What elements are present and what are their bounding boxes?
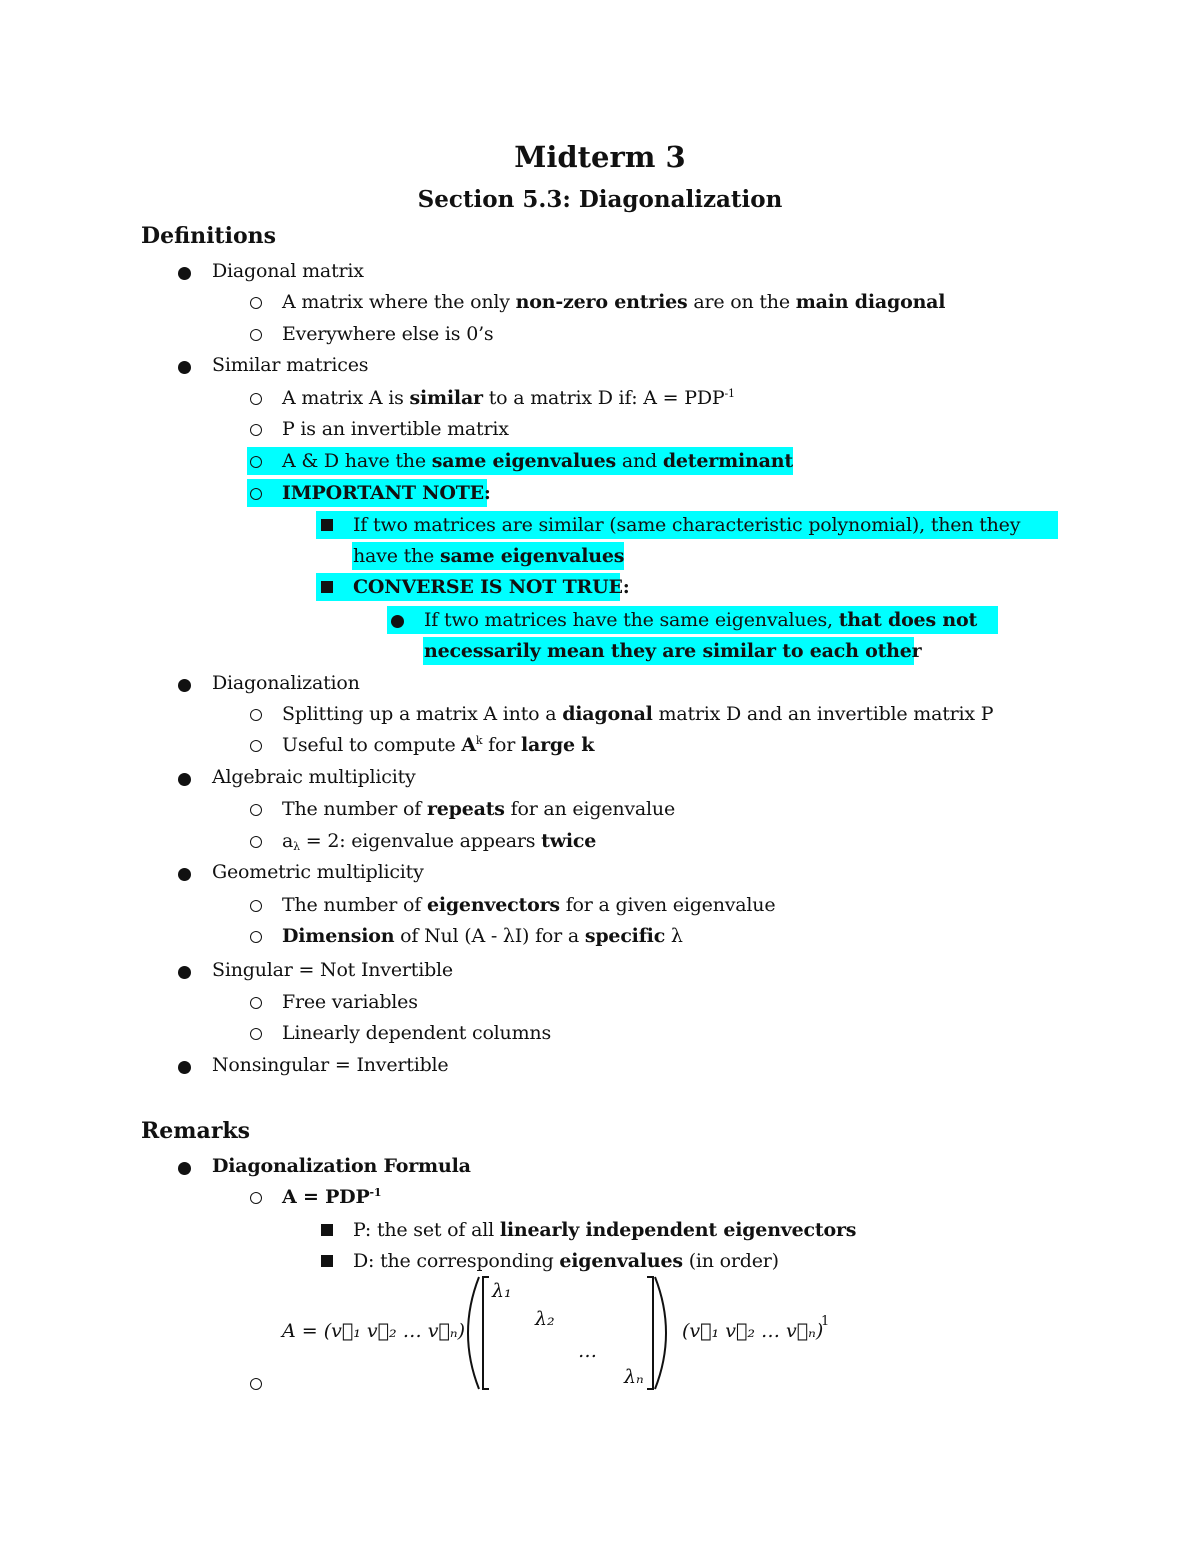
bullet-disc-icon [178, 1162, 191, 1175]
remarks-heading: Remarks [141, 1118, 251, 1144]
term-singular: Singular = Not Invertible [212, 959, 453, 981]
important-note-label: IMPORTANT NOTE: [282, 482, 491, 504]
term-diagonalization: Diagonalization [212, 672, 360, 694]
diagonalization-formula-label: Diagonalization Formula [212, 1155, 471, 1177]
bullet-disc-icon [178, 1061, 191, 1074]
bullet-circle-icon [250, 1192, 262, 1204]
bullet-circle-icon [250, 804, 262, 816]
bullet-circle-icon [250, 709, 262, 721]
algebraic-example: $a_\lambda = 2$: eigenvalue appears twice [282, 830, 597, 853]
page-title: Midterm 3 [514, 140, 686, 174]
note-similar-line1: If two matrices are similar (same characteristic polynomial), then they [353, 514, 1021, 536]
bullet-circle-icon [250, 329, 262, 341]
bullet-circle-icon [250, 997, 262, 1009]
equation-lhs: A = (v⃗₁ v⃗₂ … v⃗ₙ) [282, 1320, 466, 1342]
similar-definition: A matrix A is similar to a matrix D if: $A = PDP^{-1}$ [282, 387, 735, 409]
bullet-square-icon [321, 519, 333, 531]
bullet-disc-icon [178, 267, 191, 280]
bullet-circle-icon [250, 931, 262, 943]
p-definition: P: the set of all linearly independent eigenvectors [353, 1219, 857, 1241]
term-nonsingular: Nonsingular = Invertible [212, 1054, 449, 1076]
term-diagonal-matrix: Diagonal matrix [212, 260, 364, 282]
bullet-circle-icon [250, 740, 262, 752]
diagonal-matrix-note: Everywhere else is 0’s [282, 323, 494, 345]
bullet-circle-icon [250, 836, 262, 848]
bullet-circle-icon [250, 393, 262, 405]
bullet-circle-icon [250, 297, 262, 309]
definitions-heading: Definitions [141, 223, 276, 249]
bullet-circle-icon [250, 456, 262, 468]
diagonalization-use: Useful to compute $A^k$ for large k [282, 734, 595, 756]
equation-exponent: 1 [821, 1314, 830, 1329]
bullet-square-icon [321, 1255, 333, 1267]
geometric-definition: The number of eigenvectors for a given eigenvalue [282, 894, 776, 916]
bullet-circle-icon [250, 1378, 262, 1390]
lambda-n: λₙ [624, 1366, 644, 1388]
term-algebraic-multiplicity: Algebraic multiplicity [212, 766, 416, 788]
bullet-disc-icon [178, 868, 191, 881]
bullet-disc-icon [178, 773, 191, 786]
bullet-circle-icon [250, 1028, 262, 1040]
algebraic-definition: The number of repeats for an eigenvalue [282, 798, 676, 820]
section-title: Section 5.3: Diagonalization [417, 186, 783, 213]
converse-label: CONVERSE IS NOT TRUE: [353, 576, 630, 598]
equation-rhs: (v⃗₁ v⃗₂ … v⃗ₙ) [682, 1320, 824, 1342]
term-geometric-multiplicity: Geometric multiplicity [212, 861, 424, 883]
bullet-disc-icon [178, 966, 191, 979]
matrix-dots: … [578, 1340, 597, 1362]
converse-line2: necessarily mean they are similar to each other [424, 640, 922, 662]
singular-dependent-columns: Linearly dependent columns [282, 1022, 552, 1044]
converse-line1: If two matrices have the same eigenvalues, that does not [424, 609, 978, 631]
bullet-circle-icon [250, 488, 262, 500]
bullet-square-icon [321, 1224, 333, 1236]
similar-p-invertible: P is an invertible matrix [282, 418, 509, 440]
lambda-2: λ₂ [535, 1308, 555, 1330]
geometric-dimension: Dimension of Nul (A - λI) for a specific λ [282, 925, 683, 947]
note-similar-line2: have the same eigenvalues [353, 545, 625, 567]
diagonal-matrix-definition: A matrix where the only non-zero entries are on the main diagonal [282, 291, 946, 313]
bullet-disc-icon [178, 361, 191, 374]
term-similar-matrices: Similar matrices [212, 354, 369, 376]
bullet-disc-icon [178, 679, 191, 692]
similar-same-eigenvalues: A & D have the same eigenvalues and determinant [282, 450, 793, 472]
bullet-square-icon [321, 581, 333, 593]
singular-free-variables: Free variables [282, 991, 418, 1013]
d-definition: D: the corresponding eigenvalues (in order) [353, 1250, 779, 1272]
formula-text: $A = PDP^{-1}$ [282, 1186, 382, 1208]
bullet-circle-icon [250, 424, 262, 436]
bullet-disc-icon [391, 615, 404, 628]
bullet-circle-icon [250, 900, 262, 912]
lambda-1: λ₁ [492, 1280, 512, 1302]
diagonalization-definition: Splitting up a matrix A into a diagonal matrix D and an invertible matrix P [282, 703, 994, 725]
